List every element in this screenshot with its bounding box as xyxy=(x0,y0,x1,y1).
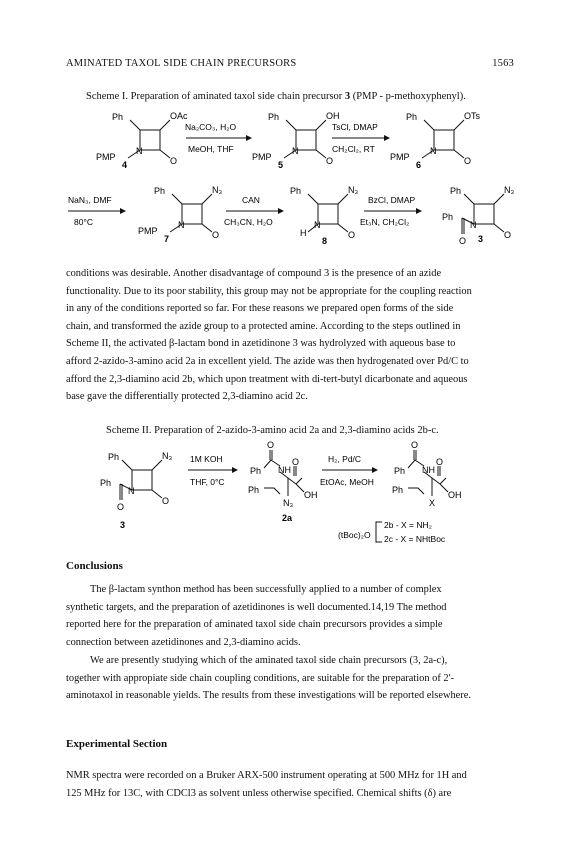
scheme1-caption: Scheme I. Preparation of aminated taxol side chain precursor 3 (PMP - p-methoxyphenyl). xyxy=(86,91,466,102)
svg-text:Ph: Ph xyxy=(154,186,166,196)
svg-text:H: H xyxy=(300,228,307,238)
svg-text:Ph: Ph xyxy=(450,186,462,196)
scheme2-caption: Scheme II. Preparation of 2-azido-3-amino acid 2a and 2,3-diamino acids 2b-c. xyxy=(106,425,439,436)
svg-text:Na₂CO₃, H₂O: Na₂CO₃, H₂O xyxy=(185,122,237,132)
experimental-heading: Experimental Section xyxy=(66,738,168,750)
compound-4 xyxy=(96,111,188,170)
svg-text:OTs: OTs xyxy=(464,111,481,121)
svg-text:TsCl, DMAP: TsCl, DMAP xyxy=(332,122,378,132)
svg-text:N: N xyxy=(292,146,299,156)
svg-text:O: O xyxy=(162,496,170,506)
scheme1-diagram xyxy=(60,108,520,258)
svg-text:PMP: PMP xyxy=(96,152,116,162)
compound-3 xyxy=(442,185,514,246)
svg-text:BzCl, DMAP: BzCl, DMAP xyxy=(368,195,416,205)
svg-text:N₃: N₃ xyxy=(504,185,515,195)
svg-text:O: O xyxy=(117,502,125,512)
svg-text:Ph: Ph xyxy=(442,212,454,222)
svg-text:O: O xyxy=(436,457,444,467)
svg-text:N₃: N₃ xyxy=(212,185,223,195)
svg-text:O: O xyxy=(459,236,467,246)
svg-text:NH: NH xyxy=(422,465,435,475)
compound-5 xyxy=(252,111,340,170)
svg-text:N: N xyxy=(128,486,135,496)
svg-text:O: O xyxy=(464,156,472,166)
svg-text:Ph: Ph xyxy=(248,485,260,495)
svg-text:NH: NH xyxy=(278,465,291,475)
arrow-step3 xyxy=(68,195,126,227)
compound-7 xyxy=(138,185,222,244)
svg-text:7: 7 xyxy=(164,234,170,244)
svg-text:THF, 0°C: THF, 0°C xyxy=(190,477,225,487)
svg-text:Ph: Ph xyxy=(392,485,404,495)
svg-text:8: 8 xyxy=(322,236,328,246)
svg-text:O: O xyxy=(212,230,220,240)
body-paragraph-1: conditions was desirable. Another disadvantage of compound 3 is the presence of an azide functionality. Due to its poor stability, this group may not be appropriate for the coupling reaction in any of the conditions reported so far. For these reasons we prepared open forms of the side chain, and transformed the azide group to a protected amine. According to the steps outlined in Scheme II, the activated β-lactam bond in azetidinone 3 was hydrolyzed with aqueous base to afford 2-azido-3-amino acid 2a in excellent yield. The azide was then hydrogenated over Pd/C to afford the 2,3-diamino acid 2b, which upon treatment with di-tert-butyl dicarbonate and aqueous base gave the differentially protected 2,3-diamino acid 2c. xyxy=(66,268,472,403)
svg-text:Ph: Ph xyxy=(406,112,418,122)
arrow-koh xyxy=(188,454,238,487)
svg-text:MeOH, THF: MeOH, THF xyxy=(188,144,234,154)
svg-text:H₂, Pd/C: H₂, Pd/C xyxy=(328,454,362,464)
svg-text:PMP: PMP xyxy=(138,226,158,236)
svg-text:N₃: N₃ xyxy=(162,451,173,461)
svg-text:NaN₃, DMF: NaN₃, DMF xyxy=(68,195,112,205)
svg-text:6: 6 xyxy=(416,160,422,170)
boc-protection-note xyxy=(338,520,446,544)
svg-text:(tBoc)₂O: (tBoc)₂O xyxy=(338,530,371,540)
svg-text:Ph: Ph xyxy=(112,112,124,122)
svg-text:N₃: N₃ xyxy=(348,185,359,195)
svg-text:PMP: PMP xyxy=(390,152,410,162)
arrow-step2 xyxy=(332,122,390,154)
svg-text:PMP: PMP xyxy=(252,152,272,162)
svg-text:EtOAc, MeOH: EtOAc, MeOH xyxy=(320,477,374,487)
svg-text:N: N xyxy=(470,220,477,230)
svg-text:CH₂Cl₂, RT: CH₂Cl₂, RT xyxy=(332,144,375,154)
svg-text:5: 5 xyxy=(278,160,284,170)
svg-text:Ph: Ph xyxy=(100,478,112,488)
svg-text:OH: OH xyxy=(326,111,340,121)
svg-text:Ph: Ph xyxy=(394,466,406,476)
svg-text:OAc: OAc xyxy=(170,111,188,121)
svg-text:O: O xyxy=(267,440,275,450)
compound-6 xyxy=(390,111,481,170)
svg-text:O: O xyxy=(411,440,419,450)
svg-text:O: O xyxy=(292,457,300,467)
conclusions-paragraph-1: The β-lactam synthon method has been successfully applied to a number of complex synthetic targets, and the preparation of azetidinones is well documented.14,19 The method reported here for the preparation of aminated taxol side chain precursors provides a simple connection between azetidinones and 2,3-diamino acids. xyxy=(66,584,447,648)
svg-text:3: 3 xyxy=(120,520,126,530)
svg-text:OH: OH xyxy=(448,490,462,500)
svg-text:O: O xyxy=(504,230,512,240)
svg-text:O: O xyxy=(348,230,356,240)
svg-text:Ph: Ph xyxy=(250,466,262,476)
svg-text:2b - X = NH₂: 2b - X = NH₂ xyxy=(384,520,432,530)
conclusions-paragraph-2: We are presently studying which of the aminated taxol side chain precursors (3, 2a-c), together with appropiate side chain coupling conditions, are suitable for the preparation of 2'- aminotaxol in reasonable yields. The results from these investigations will be reported elsewhere. xyxy=(66,655,471,702)
svg-text:CH₃CN, H₂O: CH₃CN, H₂O xyxy=(224,217,273,227)
svg-text:3: 3 xyxy=(478,234,484,244)
page-number: 1563 xyxy=(492,58,514,69)
svg-text:N: N xyxy=(178,220,185,230)
svg-text:N: N xyxy=(430,146,437,156)
svg-text:N: N xyxy=(136,146,143,156)
svg-text:4: 4 xyxy=(122,160,128,170)
svg-text:Ph: Ph xyxy=(108,452,120,462)
compound-3-scheme2 xyxy=(100,451,172,530)
scheme2-diagram xyxy=(66,438,516,558)
conclusions-heading: Conclusions xyxy=(66,560,123,572)
svg-text:CAN: CAN xyxy=(242,195,260,205)
arrow-step1 xyxy=(185,122,252,154)
arrow-hydrogenation xyxy=(320,454,378,487)
arrow-step5 xyxy=(360,195,422,227)
svg-text:2c - X = NHtBoc: 2c - X = NHtBoc xyxy=(384,534,446,544)
svg-text:N: N xyxy=(314,220,321,230)
svg-text:O: O xyxy=(170,156,178,166)
svg-text:Et₃N, CH₂Cl₂: Et₃N, CH₂Cl₂ xyxy=(360,217,410,227)
compound-2a xyxy=(248,440,318,523)
svg-text:O: O xyxy=(326,156,334,166)
experimental-paragraph: NMR spectra were recorded on a Bruker ARX-500 instrument operating at 500 MHz for 1H and 125 MHz for 13C, with CDCl3 as solvent unless otherwise specified. Chemical shifts (δ) are xyxy=(66,770,467,799)
svg-text:80°C: 80°C xyxy=(74,217,93,227)
svg-text:OH: OH xyxy=(304,490,318,500)
compound-8 xyxy=(290,185,358,246)
compound-2b-2c xyxy=(392,440,462,508)
svg-text:2a: 2a xyxy=(282,513,293,523)
svg-text:X: X xyxy=(429,498,436,508)
svg-text:1M KOH: 1M KOH xyxy=(190,454,223,464)
svg-text:Ph: Ph xyxy=(290,186,302,196)
arrow-step4 xyxy=(224,195,284,227)
svg-text:N₃: N₃ xyxy=(283,498,294,508)
svg-text:Ph: Ph xyxy=(268,112,280,122)
running-title: AMINATED TAXOL SIDE CHAIN PRECURSORS xyxy=(66,58,297,69)
